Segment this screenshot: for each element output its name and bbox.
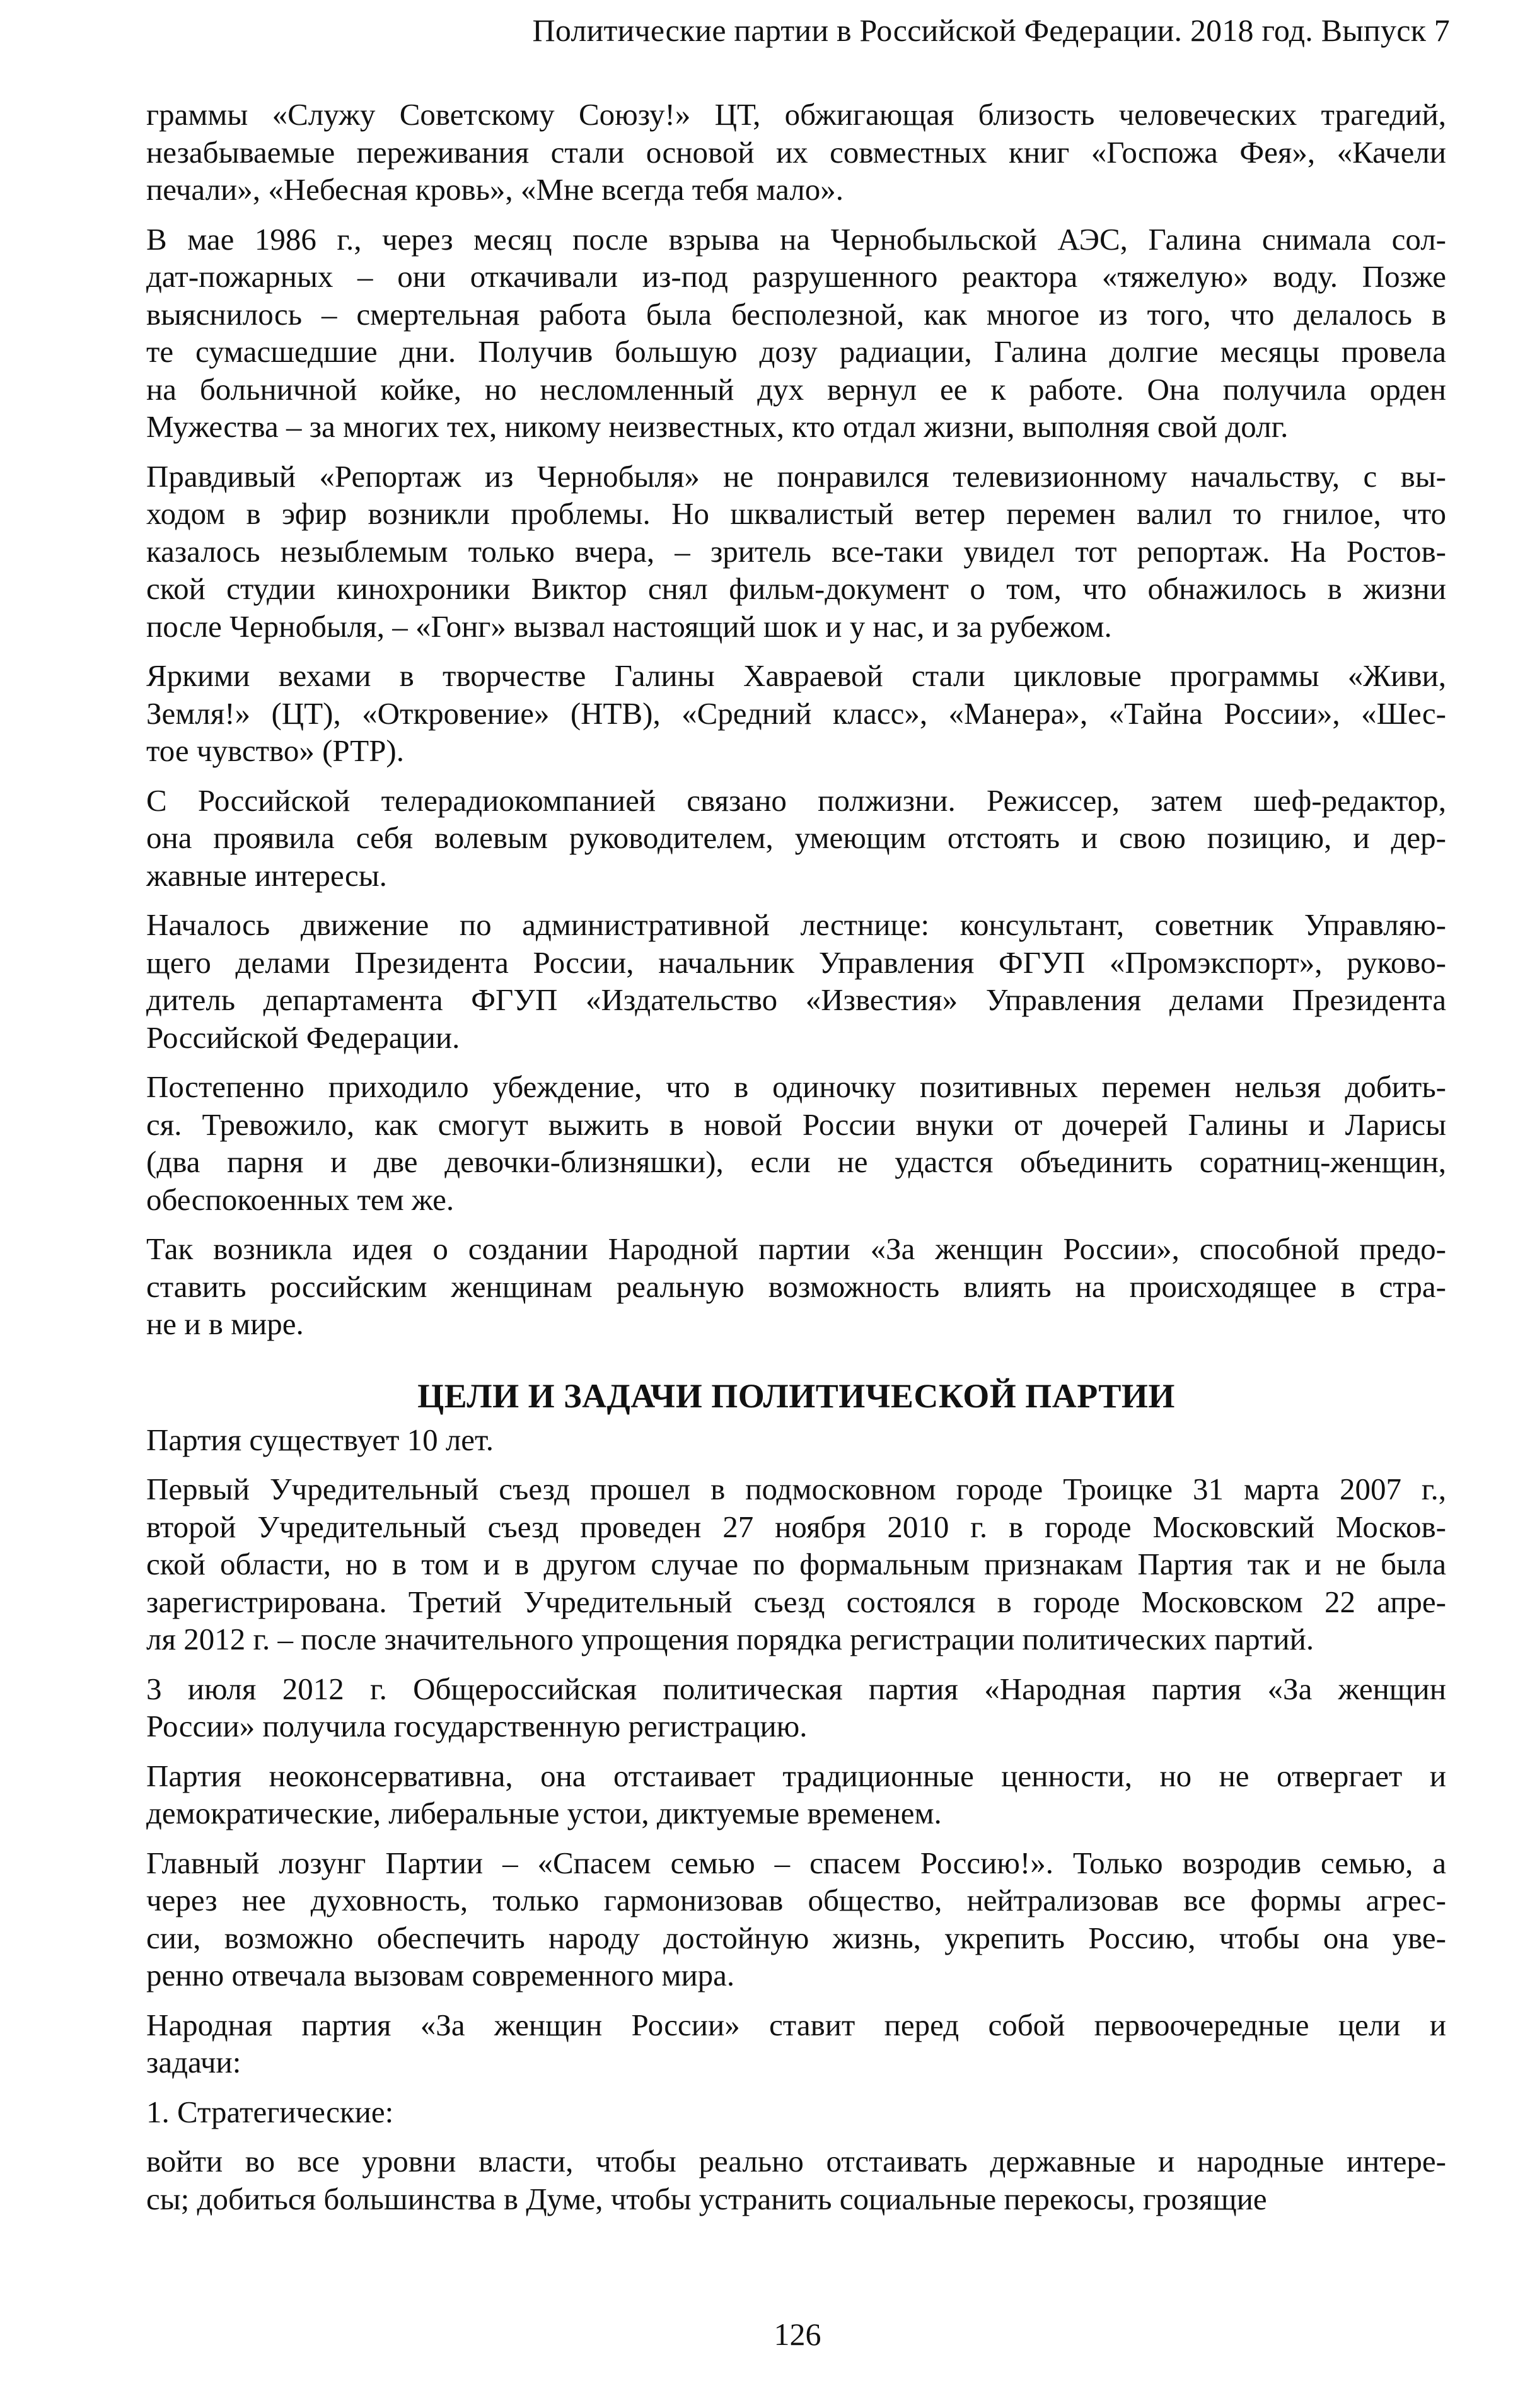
text-line: ской области, но в том и в другом случае по формальным признакам Партия так и не была (146, 1547, 1446, 1581)
text-line: сы; добиться большинства в Думе, чтобы устранить социальные перекосы, грозящие (146, 2181, 1267, 2216)
text-line: после Чернобыля, – «Гонг» вызвал настоящий шок и у нас, и за рубежом. (146, 608, 1112, 644)
section-heading: ЦЕЛИ И ЗАДАЧИ ПОЛИТИЧЕСКОЙ ПАРТИИ (417, 1376, 1175, 1415)
text-line: дат-пожарных – они откачивали из-под разрушенного реактора «тяжелую» воду. Позже (146, 259, 1446, 294)
text-line: зарегистрирована. Третий Учредительный съезд состоялся в городе Московском 22 апре- (146, 1584, 1446, 1619)
text-line: ходом в эфир возникли проблемы. Но шквалистый ветер перемен валил то гнилое, что (146, 496, 1446, 531)
text-line: ской студии кинохроники Виктор снял фильм-документ о том, что обнажилось в жизни (146, 571, 1446, 606)
text-line: ставить российским женщинам реальную возможность влиять на происходящее в стра- (146, 1269, 1446, 1304)
paragraphs-after-heading (146, 1421, 1446, 2218)
text-line: она проявила себя волевым руководителем, умеющим отстоять и свою позицию, и дер- (146, 820, 1446, 855)
paragraph (146, 1230, 1446, 1343)
text-line: С Российской телерадиокомпанией связано полжизни. Режиссер, затем шеф-редактор, (146, 782, 1446, 818)
text-line: Постепенно приходило убеждение, что в одиночку позитивных перемен нельзя добить- (146, 1069, 1446, 1104)
text-line: дитель департамента ФГУП «Издательство «Известия» Управления делами Президента (146, 982, 1446, 1017)
text-line: через нее духовность, только гармонизовав общество, нейтрализовав все формы агрес- (146, 1883, 1446, 1917)
text-line: казалось незыблемым только вчера, – зритель все-таки увидел тот репортаж. На Ростов- (146, 533, 1446, 569)
text-line: Народная партия «За женщин России» ставит перед собой первоочередные цели и (146, 2007, 1446, 2042)
text-line: Правдивый «Репортаж из Чернобыля» не понравился телевизионному начальству, с вы- (146, 458, 1446, 494)
text-line: второй Учредительный съезд проведен 27 ноября 2010 г. в городе Московский Москов- (146, 1509, 1446, 1544)
paragraph (146, 458, 1446, 646)
paragraph (146, 906, 1446, 1056)
paragraph (146, 1470, 1446, 1658)
text-line: 3 июля 2012 г. Общероссийская политическая партия «Народная партия «За женщин (146, 1671, 1446, 1706)
text-line: Земля!» (ЦТ), «Откровение» (НТВ), «Средний класс», «Манера», «Тайна России», «Шес- (146, 695, 1446, 731)
paragraph (146, 96, 1446, 209)
text-line: сии, возможно обеспечить народу достойную жизнь, укрепить Россию, чтобы она уве- (146, 1920, 1446, 1955)
text-line: незабываемые переживания стали основой их совместных книг «Госпожа Фея», «Качели (146, 134, 1446, 170)
text-line: задачи: (146, 2045, 241, 2079)
paragraphs-before-heading (146, 96, 1446, 1343)
paragraph (146, 221, 1446, 446)
text-line: войти во все уровни власти, чтобы реально отстаивать державные и народные интере- (146, 2144, 1446, 2178)
text-line: России» получила государственную регистрацию. (146, 1709, 808, 1743)
text-line: те сумасшедшие дни. Получив большую дозу радиации, Галина долгие месяцы провела (146, 334, 1446, 369)
paragraph (146, 657, 1446, 770)
text-line: печали», «Небесная кровь», «Мне всегда тебя мало». (146, 172, 843, 207)
text-line: ся. Тревожило, как смогут выжить в новой России внуки от дочерей Галины и Ларисы (146, 1107, 1446, 1142)
paragraph (146, 1757, 1446, 1832)
text-line: жавные интересы. (146, 858, 387, 893)
text-line: Мужества – за многих тех, никому неизвестных, кто отдал жизни, выполняя свой долг. (146, 409, 1289, 444)
text-line: не и в мире. (146, 1306, 304, 1341)
text-line: на больничной койке, но несломленный дух вернул ее к работе. Она получила орден (146, 371, 1446, 407)
page-body (146, 96, 1446, 2230)
page-number: 126 (774, 2317, 821, 2352)
text-line: В мае 1986 г., через месяц после взрыва на Чернобыльской АЭС, Галина снимала сол- (146, 221, 1446, 257)
text-line: (два парня и две девочки-близняшки), если не удастся объединить соратниц-женщин, (146, 1144, 1446, 1179)
paragraph (146, 2143, 1446, 2218)
text-line: тое чувство» (РТР). (146, 733, 404, 768)
text-line: демократические, либеральные устои, диктуемые временем. (146, 1796, 942, 1830)
text-line: 1. Стратегические: (146, 2094, 394, 2129)
paragraph (146, 1068, 1446, 1218)
paragraph (146, 1421, 1446, 1459)
text-line: обеспокоенных тем же. (146, 1182, 455, 1217)
text-line: граммы «Служу Советскому Союзу!» ЦТ, обжигающая близость человеческих трагедий, (146, 97, 1446, 132)
paragraph (146, 2006, 1446, 2081)
running-header: Политические партии в Российской Федерации. 2018 год. Выпуск 7 (532, 13, 1450, 48)
text-line: Российской Федерации. (146, 1020, 460, 1055)
text-line: Началось движение по административной лестнице: консультант, советник Управляю- (146, 907, 1446, 942)
paragraph (146, 1844, 1446, 1994)
text-line: Первый Учредительный съезд прошел в подмосковном городе Троицке 31 марта 2007 г., (146, 1472, 1446, 1506)
text-line: Главный лозунг Партии – «Спасем семью – спасем Россию!». Только возродив семью, а (146, 1845, 1446, 1880)
text-line: Партия неоконсервативна, она отстаивает традиционные ценности, но не отвергает и (146, 1758, 1446, 1793)
text-line: Партия существует 10 лет. (146, 1422, 494, 1457)
text-line: ренно отвечала вызовам современного мира. (146, 1958, 735, 1992)
text-line: выяснилось – смертельная работа была бесполезной, как многое из того, что делалось в (146, 296, 1446, 332)
paragraph (146, 2093, 1446, 2131)
text-line: Так возникла идея о создании Народной партии «За женщин России», способной предо- (146, 1231, 1446, 1266)
text-line: Яркими вехами в творчестве Галины Хавраевой стали цикловые программы «Живи, (146, 658, 1446, 693)
paragraph (146, 782, 1446, 895)
text-line: щего делами Президента России, начальник Управления ФГУП «Промэкспорт», руково- (146, 945, 1446, 980)
text-line: ля 2012 г. – после значительного упрощения порядка регистрации политических партий. (146, 1622, 1314, 1656)
paragraph (146, 1670, 1446, 1745)
